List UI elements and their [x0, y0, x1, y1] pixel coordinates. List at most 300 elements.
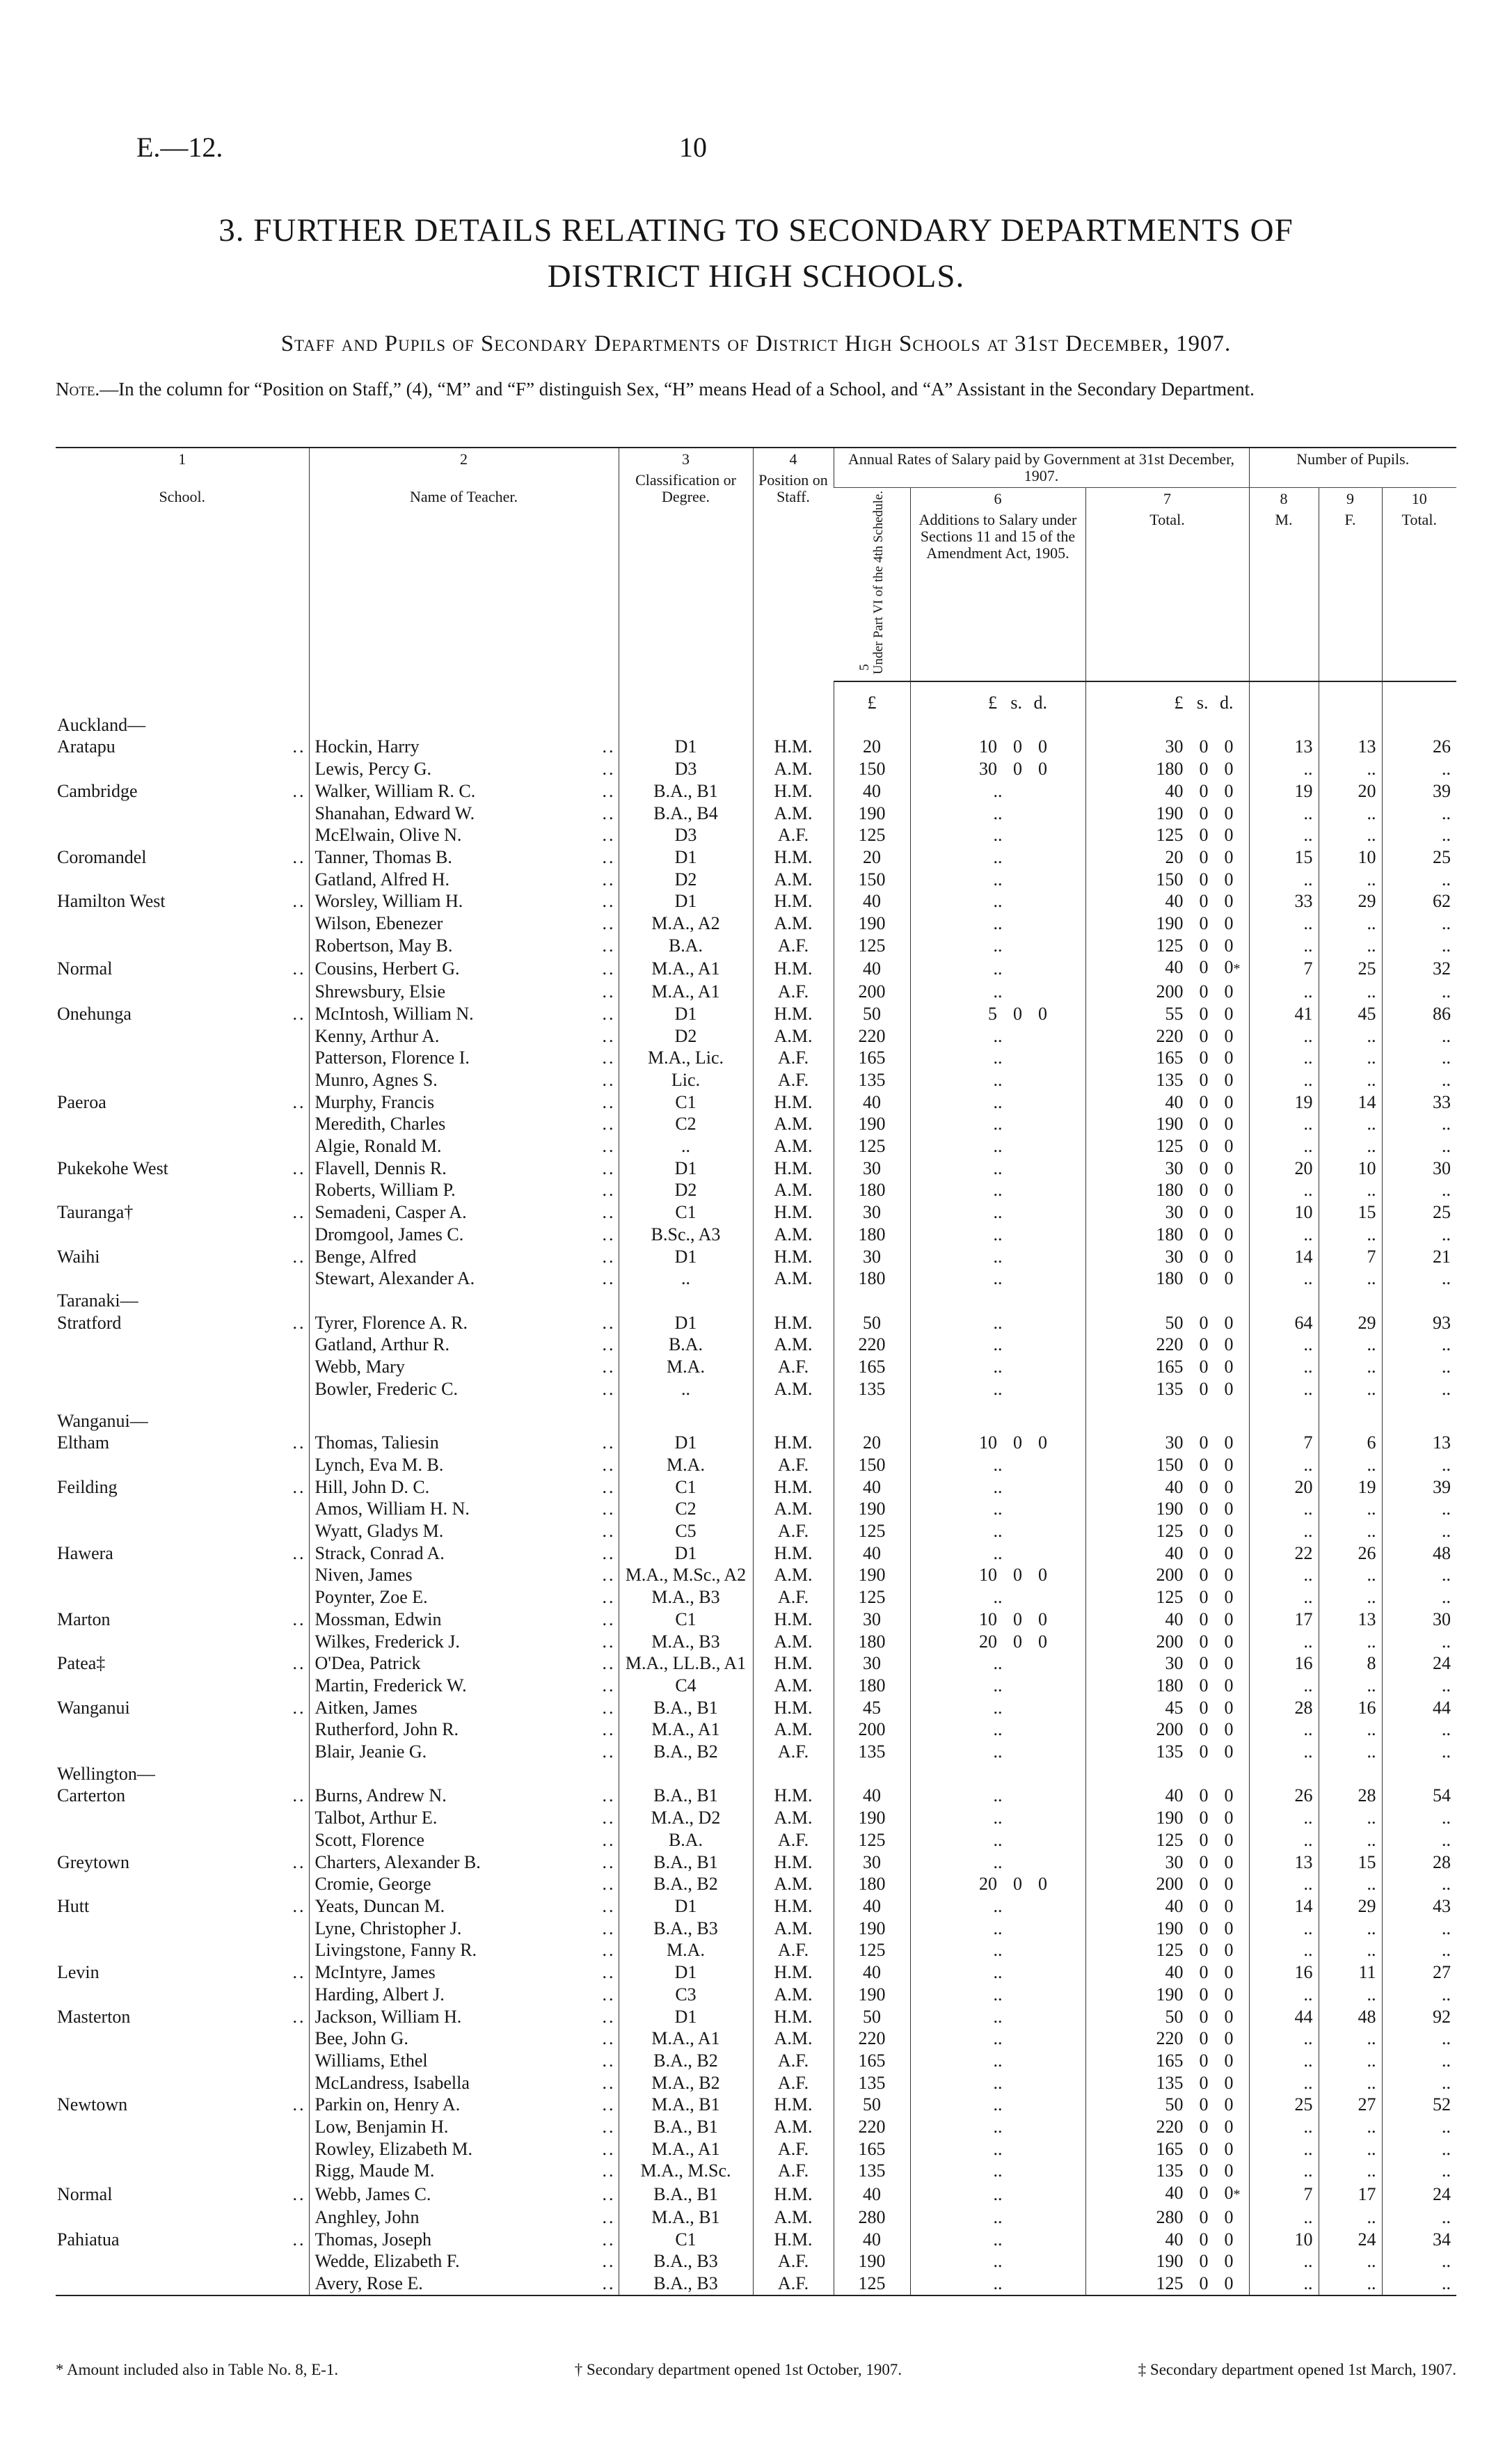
pupils-m-cell: ..: [1249, 2050, 1319, 2072]
additions-cell: ..: [910, 1520, 1085, 1542]
position-cell: A.M.: [753, 2206, 834, 2229]
pupils-f-cell: 7: [1319, 1246, 1382, 1268]
salary-total-cell: [1085, 2050, 1249, 2072]
additions-cell: ..: [910, 1586, 1085, 1609]
classification-cell: C1: [619, 1091, 753, 1114]
salary-total-cell: [1085, 1003, 1249, 1025]
leader-dots: ..: [292, 1476, 306, 1497]
leader-dots: ..: [602, 1587, 616, 1608]
amount-pounds: 190: [1156, 803, 1184, 823]
classification-cell: B.A.: [619, 1334, 753, 1356]
pupils-total-cell: ..: [1382, 1520, 1456, 1542]
amount-pence: 0: [1224, 1918, 1234, 1938]
school-name: Hawera: [57, 1542, 113, 1563]
amount-pence: 0: [1224, 957, 1234, 978]
teacher-name: Bowler, Frederic C.: [315, 1378, 458, 1399]
empty-cell: [1085, 1290, 1249, 1312]
salary-total-cell: [1085, 758, 1249, 780]
leader-dots: ..: [602, 1268, 616, 1289]
school-cell: [56, 2160, 309, 2182]
amount-shillings: 0: [1199, 2072, 1209, 2093]
pupils-total-cell: 62: [1382, 890, 1456, 912]
salary-under-cell: 125: [834, 1939, 910, 1961]
leader-dots: ..: [292, 2006, 306, 2027]
teacher-name: Livingstone, Fanny R.: [315, 1940, 477, 1961]
teacher-name: Burns, Andrew N.: [315, 1785, 447, 1806]
amount-pence: 0: [1224, 803, 1234, 823]
salary-total-cell: [1085, 1135, 1249, 1157]
additions-cell: ..: [910, 2094, 1085, 2116]
pupils-total-cell: 34: [1382, 2229, 1456, 2251]
pupils-total-cell: 30: [1382, 1157, 1456, 1180]
pupils-m-cell: ..: [1249, 1741, 1319, 1763]
leader-dots: ..: [292, 1091, 306, 1112]
amount-pounds: 135: [1156, 1069, 1184, 1090]
teacher-name: Mossman, Edwin: [315, 1609, 442, 1629]
pupils-f-cell: ..: [1319, 2138, 1382, 2160]
pupils-m-cell: 16: [1249, 1652, 1319, 1675]
footnote-double-dagger: ‡ Secondary department opened 1st March, 1907.: [1138, 2361, 1456, 2378]
pupils-m-cell: ..: [1249, 2273, 1319, 2295]
additions-cell: ..: [910, 912, 1085, 935]
school-cell: [56, 1025, 309, 1048]
pupils-m-cell: ..: [1249, 1564, 1319, 1586]
amount-pounds: 30: [979, 759, 997, 780]
teacher-row: [56, 1157, 1456, 1180]
position-cell: A.F.: [753, 1586, 834, 1609]
pupils-total-cell: ..: [1382, 2028, 1456, 2050]
pupils-total-cell: ..: [1382, 869, 1456, 891]
amount-pounds: 55: [1165, 1003, 1184, 1024]
salary-under-cell: 30: [834, 1246, 910, 1268]
leader-dots: ..: [292, 1785, 306, 1806]
amount-shillings: 0: [1013, 1565, 1022, 1586]
additions-cell: ..: [910, 1652, 1085, 1675]
classification-cell: M.A., A1: [619, 2028, 753, 2050]
pupils-total-cell: ..: [1382, 1378, 1456, 1400]
teacher-name: Poynter, Zoe E.: [315, 1587, 428, 1608]
col-label: Under Part VI of the 4th Schedule.: [870, 491, 886, 675]
teacher-cell: [309, 1564, 619, 1586]
amount-pence: 0: [1038, 1874, 1047, 1895]
empty-cell: [1319, 1400, 1382, 1410]
amount-shillings: 0: [1199, 803, 1209, 823]
teacher-name: Amos, William H. N.: [315, 1499, 470, 1519]
teacher-name: Bee, John G.: [315, 2028, 408, 2049]
units-row: [56, 692, 1456, 714]
teacher-cell: [309, 1718, 619, 1741]
amount-pounds: 10: [979, 736, 997, 757]
teacher-name: Stewart, Alexander A.: [315, 1268, 475, 1289]
school-cell: [56, 890, 309, 912]
amount-pounds: 40: [1165, 1785, 1184, 1806]
amount-shillings: 0: [1199, 1136, 1209, 1157]
col-position-header: [753, 448, 834, 681]
additions-cell: ..: [910, 1918, 1085, 1940]
pupils-total-cell: ..: [1382, 1631, 1456, 1653]
amount-pounds: 125: [1156, 1940, 1184, 1961]
teacher-cell: [309, 1498, 619, 1520]
leader-dots: ..: [602, 1454, 616, 1475]
leader-dots: ..: [602, 1432, 616, 1453]
empty-cell: [1382, 1410, 1456, 1432]
pupils-f-cell: 17: [1319, 2182, 1382, 2206]
col-additions-header: [910, 488, 1085, 682]
pupils-f-cell: ..: [1319, 758, 1382, 780]
empty-cell: [834, 714, 910, 736]
teacher-row: [56, 1895, 1456, 1918]
salary-total-cell: [1085, 803, 1249, 825]
school-cell: [56, 1652, 309, 1675]
school-cell: [56, 1851, 309, 1874]
school-name: Stratford: [57, 1312, 122, 1333]
position-cell: A.M.: [753, 1718, 834, 1741]
amount-pounds: 165: [1156, 2138, 1184, 2159]
leader-dots: ..: [292, 1246, 306, 1267]
teacher-name: Aitken, James: [315, 1697, 417, 1718]
position-cell: H.M.: [753, 1201, 834, 1224]
amount-pence: 0: [1224, 1895, 1234, 1916]
amount-pence: 0: [1224, 1091, 1234, 1112]
col-number: 9: [1346, 490, 1354, 507]
salary-under-cell: 190: [834, 1807, 910, 1829]
salary-under-cell: 190: [834, 1113, 910, 1135]
teacher-row: [56, 1652, 1456, 1675]
pupils-m-cell: 7: [1249, 956, 1319, 981]
leader-dots: ..: [602, 1918, 616, 1938]
amount-pounds: 40: [1165, 957, 1184, 978]
amount-pounds: 190: [1156, 1918, 1184, 1938]
amount-pence: 0: [1224, 1224, 1234, 1244]
classification-cell: D2: [619, 1179, 753, 1201]
teacher-name: Anghley, John: [315, 2206, 420, 2227]
salary-under-cell: 30: [834, 1851, 910, 1874]
pupils-m-cell: 41: [1249, 1003, 1319, 1025]
leader-dots: ..: [602, 1962, 616, 1983]
position-cell: H.M.: [753, 736, 834, 758]
salary-total-cell: [1085, 1873, 1249, 1895]
teacher-name: Shrewsbury, Elsie: [315, 981, 446, 1002]
position-cell: H.M.: [753, 1609, 834, 1631]
position-cell: A.M.: [753, 2116, 834, 2138]
leader-dots: ..: [602, 1653, 616, 1674]
pupils-m-cell: ..: [1249, 1807, 1319, 1829]
teacher-row: [56, 824, 1456, 846]
pupils-total-cell: ..: [1382, 2116, 1456, 2138]
school-name: Carterton: [57, 1785, 126, 1806]
school-cell: [56, 1498, 309, 1520]
col-name-header: [309, 448, 619, 681]
leader-dots: ..: [602, 1609, 616, 1629]
amount-pounds: 40: [1165, 1609, 1184, 1629]
school-cell: [56, 2094, 309, 2116]
salary-under-cell: 40: [834, 2182, 910, 2206]
classification-cell: C1: [619, 1609, 753, 1631]
teacher-cell: [309, 1432, 619, 1454]
teacher-name: Talbot, Arthur E.: [315, 1808, 438, 1828]
district-name: Taranaki—: [57, 1290, 138, 1311]
amount-shillings: 0: [1199, 1521, 1209, 1542]
salary-under-cell: 125: [834, 2273, 910, 2295]
salary-total-cell: [1085, 1564, 1249, 1586]
teacher-row: [56, 1047, 1456, 1069]
school-cell: [56, 758, 309, 780]
salary-under-cell: 220: [834, 1334, 910, 1356]
teacher-cell: [309, 1984, 619, 2006]
salary-total-cell: [1085, 2273, 1249, 2295]
salary-total-cell: [1085, 2072, 1249, 2094]
salary-under-cell: 40: [834, 1542, 910, 1565]
classification-cell: D1: [619, 890, 753, 912]
pupils-total-cell: 54: [1382, 1785, 1456, 1807]
school-cell: [56, 869, 309, 891]
amount-pence: 0: [1224, 1114, 1234, 1135]
school-cell: [56, 1135, 309, 1157]
teacher-name: Lyne, Christopher J.: [315, 1918, 462, 1938]
leader-dots: ..: [602, 1334, 616, 1355]
school-cell: [56, 1179, 309, 1201]
leader-dots: ..: [602, 1378, 616, 1399]
school-name: Pukekohe West: [57, 1157, 168, 1178]
amount-pounds: 40: [1165, 780, 1184, 801]
pupils-total-cell: 25: [1382, 846, 1456, 869]
pupils-total-cell: ..: [1382, 1025, 1456, 1048]
teacher-row: [56, 1432, 1456, 1454]
amount-pence: 0: [1224, 891, 1234, 912]
empty-cell: [834, 1763, 910, 1785]
additions-cell: [910, 1873, 1085, 1895]
classification-cell: C4: [619, 1675, 753, 1697]
amount-pence: 0: [1224, 1334, 1234, 1355]
pupils-f-cell: ..: [1319, 1498, 1382, 1520]
pupils-f-cell: ..: [1319, 1631, 1382, 1653]
amount-pounds: 190: [1156, 1984, 1184, 2005]
pupils-f-cell: ..: [1319, 1586, 1382, 1609]
pupils-m-cell: ..: [1249, 1047, 1319, 1069]
teacher-name: McIntosh, William N.: [315, 1003, 474, 1024]
salary-under-cell: 135: [834, 2072, 910, 2094]
pupils-m-cell: ..: [1249, 1356, 1319, 1378]
classification-cell: M.A., B2: [619, 2072, 753, 2094]
school-cell: [56, 1609, 309, 1631]
additions-cell: ..: [910, 2028, 1085, 2050]
additions-cell: ..: [910, 1961, 1085, 1984]
amount-pounds: 20: [979, 1631, 997, 1652]
teacher-row: [56, 1961, 1456, 1984]
empty-cell: [834, 1290, 910, 1312]
classification-cell: B.A., B3: [619, 2250, 753, 2273]
pupils-m-cell: ..: [1249, 758, 1319, 780]
pupils-total-cell: ..: [1382, 1873, 1456, 1895]
position-cell: A.F.: [753, 2138, 834, 2160]
table-caption: Staff and Pupils of Secondary Departments of District High Schools at 31st December, 1907.: [280, 331, 1232, 356]
salary-total-cell: [1085, 912, 1249, 935]
amount-shillings: 0: [1199, 1069, 1209, 1090]
amount-shillings: 0: [1199, 846, 1209, 867]
amount-shillings: 0: [1199, 981, 1209, 1002]
position-cell: A.M.: [753, 803, 834, 825]
salary-total-cell: [1085, 2006, 1249, 2028]
classification-cell: M.A., A1: [619, 981, 753, 1003]
amount-pounds: 20: [979, 1874, 997, 1895]
pupils-f-cell: ..: [1319, 2072, 1382, 2094]
empty-cell: [1319, 714, 1382, 736]
school-name: Hamilton West: [57, 891, 166, 912]
classification-cell: M.A., B1: [619, 2094, 753, 2116]
salary-total-cell: [1085, 1454, 1249, 1476]
footnotes: [56, 2361, 1456, 2379]
classification-cell: M.A., B3: [619, 1586, 753, 1609]
school-cell: [56, 736, 309, 758]
classification-cell: C1: [619, 1201, 753, 1224]
teacher-name: Shanahan, Edward W.: [315, 803, 475, 823]
salary-under-cell: 200: [834, 981, 910, 1003]
salary-under-cell: 40: [834, 1961, 910, 1984]
amount-pounds: 20: [1165, 846, 1184, 867]
additions-cell: ..: [910, 1984, 1085, 2006]
position-cell: A.M.: [753, 1267, 834, 1290]
pupils-total-cell: ..: [1382, 758, 1456, 780]
leader-dots: ..: [602, 1895, 616, 1916]
report-code: E.—12.: [136, 132, 223, 163]
empty-cell: [834, 1410, 910, 1432]
position-cell: H.M.: [753, 1091, 834, 1114]
teacher-row: [56, 1542, 1456, 1565]
leader-dots: ..: [602, 1224, 616, 1244]
salary-under-cell: 125: [834, 935, 910, 957]
empty-cell: [309, 1290, 619, 1312]
leader-dots: ..: [602, 780, 616, 801]
salary-under-cell: 50: [834, 1003, 910, 1025]
pupils-total-cell: ..: [1382, 1334, 1456, 1356]
pupils-m-cell: 13: [1249, 736, 1319, 758]
salary-under-cell: 190: [834, 2250, 910, 2273]
leader-dots: ..: [292, 1609, 306, 1629]
teacher-name: Meredith, Charles: [315, 1114, 446, 1135]
pupils-total-cell: ..: [1382, 2250, 1456, 2273]
col-classification-header: [619, 448, 753, 681]
pupils-total-cell: ..: [1382, 1267, 1456, 1290]
teacher-name: Thomas, Taliesin: [315, 1432, 439, 1453]
empty-cell: [619, 1410, 753, 1432]
salary-under-cell: 125: [834, 1829, 910, 1851]
additions-cell: ..: [910, 1851, 1085, 1874]
teacher-name: O'Dea, Patrick: [315, 1653, 421, 1674]
school-name: Masterton: [57, 2006, 131, 2027]
classification-cell: B.A., B1: [619, 1697, 753, 1719]
amount-pence: 0: [1224, 1829, 1234, 1850]
amount-pounds: 190: [1156, 1499, 1184, 1519]
pupils-f-cell: ..: [1319, 1025, 1382, 1048]
col-m-header: [1249, 488, 1319, 682]
salary-under-cell: 180: [834, 1675, 910, 1697]
additions-cell: ..: [910, 846, 1085, 869]
teacher-row: [56, 1873, 1456, 1895]
pupils-f-cell: ..: [1319, 1047, 1382, 1069]
teacher-name: McElwain, Olive N.: [315, 825, 462, 846]
teacher-name: Niven, James: [315, 1565, 413, 1586]
salary-total-cell: [1085, 780, 1249, 803]
pupils-f-cell: 45: [1319, 1003, 1382, 1025]
leader-dots: ..: [292, 2229, 306, 2250]
school-name: Eltham: [57, 1432, 110, 1453]
pupils-m-cell: ..: [1249, 1918, 1319, 1940]
amount-shillings: 0: [1199, 1874, 1209, 1895]
pupils-f-cell: 11: [1319, 1961, 1382, 1984]
note-lead: Note.: [56, 379, 100, 400]
empty-cell: [753, 1290, 834, 1312]
additions-cell: ..: [910, 1829, 1085, 1851]
amount-pence: 0: [1224, 1808, 1234, 1828]
leader-dots: ..: [602, 736, 616, 757]
leader-dots: ..: [292, 1697, 306, 1718]
amount-pounds: 180: [1156, 1224, 1184, 1244]
leader-dots: ..: [292, 1895, 306, 1916]
amount-pence: 0: [1224, 846, 1234, 867]
amount-shillings: 0: [1199, 1180, 1209, 1201]
school-cell: [56, 1003, 309, 1025]
amount-shillings: 0: [1199, 1268, 1209, 1289]
salary-under-cell: 220: [834, 2028, 910, 2050]
additions-cell: [910, 1432, 1085, 1454]
pupils-m-cell: 7: [1249, 1432, 1319, 1454]
teacher-row: [56, 2250, 1456, 2273]
amount-shillings: 0: [1199, 1357, 1209, 1377]
pupils-f-cell: ..: [1319, 1179, 1382, 1201]
salary-under-cell: 190: [834, 912, 910, 935]
teacher-row: [56, 2028, 1456, 2050]
leader-dots: ..: [602, 2094, 616, 2115]
pupils-m-cell: 13: [1249, 1851, 1319, 1874]
amount-shillings: 0: [1199, 736, 1209, 757]
classification-cell: D1: [619, 2006, 753, 2028]
pupils-m-cell: 17: [1249, 1609, 1319, 1631]
salary-under-cell: 200: [834, 1718, 910, 1741]
teacher-cell: [309, 1069, 619, 1091]
teacher-name: Wilkes, Frederick J.: [315, 1631, 460, 1652]
pupils-f-cell: ..: [1319, 803, 1382, 825]
amount-pounds: 125: [1156, 935, 1184, 956]
classification-cell: M.A., A1: [619, 2138, 753, 2160]
position-cell: A.M.: [753, 1498, 834, 1520]
school-name: Wanganui: [57, 1697, 130, 1718]
teacher-row: [56, 1498, 1456, 1520]
leader-dots: ..: [602, 981, 616, 1002]
additions-cell: ..: [910, 1476, 1085, 1499]
salary-under-cell: 190: [834, 1564, 910, 1586]
amount-pounds: 125: [1156, 1587, 1184, 1608]
classification-cell: M.A.: [619, 1454, 753, 1476]
pupils-total-cell: 24: [1382, 2182, 1456, 2206]
empty-cell: [309, 1400, 619, 1410]
pupils-total-cell: ..: [1382, 1224, 1456, 1246]
teacher-row: [56, 1851, 1456, 1874]
pupils-m-cell: ..: [1249, 1113, 1319, 1135]
additions-cell: ..: [910, 1378, 1085, 1400]
teacher-cell: [309, 1091, 619, 1114]
additions-cell: ..: [910, 1069, 1085, 1091]
leader-dots: ..: [602, 1741, 616, 1762]
school-cell: [56, 1454, 309, 1476]
pupils-f-cell: ..: [1319, 1984, 1382, 2006]
pupils-total-cell: ..: [1382, 2072, 1456, 2094]
pupils-total-cell: ..: [1382, 1356, 1456, 1378]
pupils-f-cell: 20: [1319, 780, 1382, 803]
position-cell: H.M.: [753, 890, 834, 912]
leader-dots: ..: [602, 1851, 616, 1872]
pupils-total-cell: ..: [1382, 935, 1456, 957]
salary-total-cell: [1085, 736, 1249, 758]
